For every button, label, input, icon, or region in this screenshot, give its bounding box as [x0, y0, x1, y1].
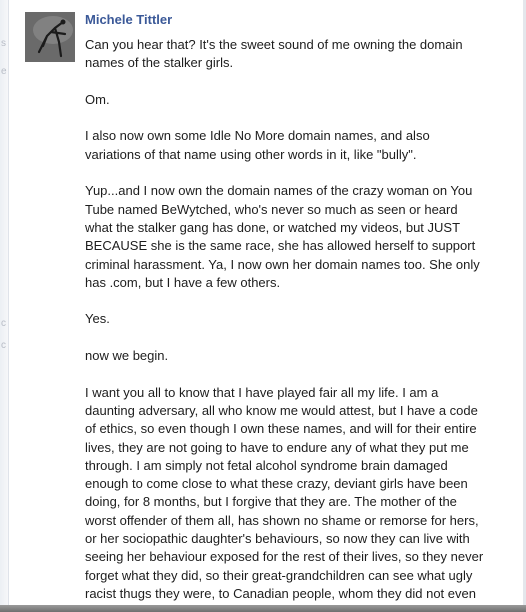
left-gutter [0, 0, 9, 612]
profile-photo-icon [25, 12, 75, 62]
post-paragraph: Yes. [85, 311, 110, 327]
author-name-link[interactable]: Michele Tittler [85, 12, 173, 27]
bottom-bar [0, 605, 526, 612]
post-paragraph: Om. [85, 91, 110, 107]
gutter-mark: e [1, 66, 7, 77]
post-body [85, 36, 490, 612]
avatar[interactable] [25, 12, 75, 62]
gutter-mark: c [1, 318, 6, 329]
post-paragraph: I want you all to know that I have played fair all my life. I am a daunting adversary, all who know me would attest, but I have a code of ethics, so even though I own these names, and will for their entire lives, they are not going to have to endure any of what they put me through. I am simply not fetal alcohol syndrome brain damaged enough to come close to what these crazy, deviant girls have been doing, for 8 months, but I forgive that they are. The mother of the worst offender of them all, has shown no shame or remorse for hers, or her sociopathic daughter's behaviours, so now they can live with seeing her behaviour exposed for the rest of their lives, so they never forget what they did, so their great-grandchildren can see what ugly racist thugs they were, to Canadian people, whom they did not even [85, 384, 484, 601]
post-paragraph: now we begin. [85, 348, 169, 364]
post-paragraph: I also now own some Idle No More domain names, and also variations of that name using other words in it, like "bully". [85, 128, 430, 162]
post-paragraph: Can you hear that? It's the sweet sound of me owning the domain names of the stalker girls. [85, 37, 463, 71]
gutter-mark: s [1, 38, 6, 49]
post-paragraph: Yup...and I now own the domain names of the crazy woman on You Tube named BeWytched, who's never so much as seen or heard what the stalker gang has done, or watched my videos, but JUST BECAUSE she is the same race, she has allowed herself to support criminal harassment. Ya, I now own her domain names too. She only has .com, but I have a few others. [85, 183, 480, 290]
gutter-mark: c [1, 340, 6, 351]
